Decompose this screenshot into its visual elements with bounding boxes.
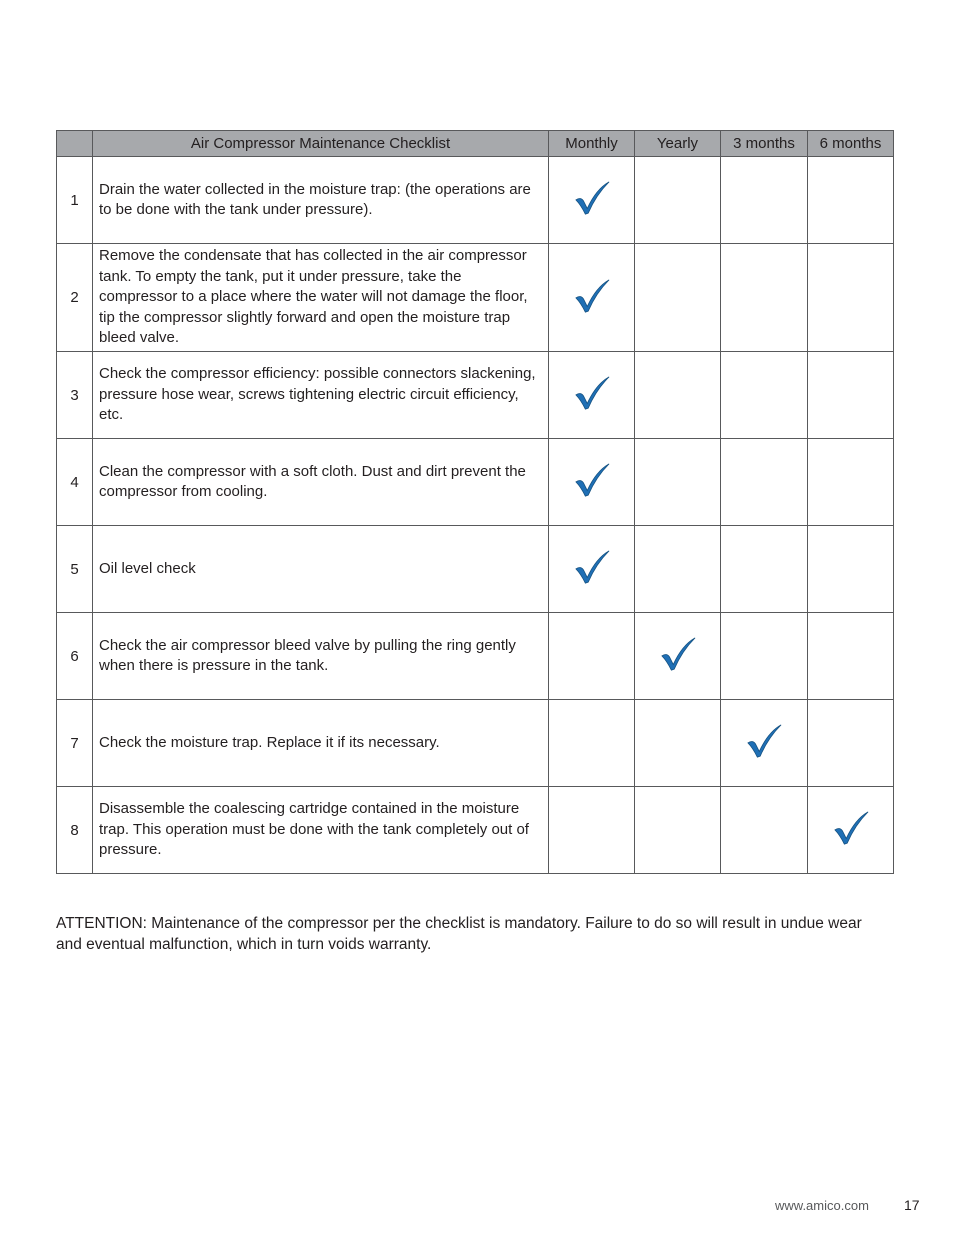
frequency-cell bbox=[635, 157, 721, 244]
frequency-cell bbox=[549, 787, 635, 874]
header-checklist-title: Air Compressor Maintenance Checklist bbox=[93, 131, 549, 157]
check-mark-icon bbox=[745, 722, 783, 760]
row-description: Disassemble the coalescing cartridge contained in the moisture trap. This operation must be done with the tank completely out of pressure. bbox=[93, 787, 549, 874]
frequency-cell bbox=[721, 787, 808, 874]
row-description: Check the moisture trap. Replace it if its necessary. bbox=[93, 700, 549, 787]
frequency-cell bbox=[635, 352, 721, 439]
frequency-cell bbox=[808, 352, 894, 439]
frequency-cell bbox=[549, 700, 635, 787]
header-monthly: Monthly bbox=[549, 131, 635, 157]
frequency-cell bbox=[549, 526, 635, 613]
table-row bbox=[57, 352, 894, 439]
header-6-months: 6 months bbox=[808, 131, 894, 157]
row-number: 2 bbox=[57, 244, 93, 352]
check-mark-icon bbox=[573, 461, 611, 499]
frequency-cell bbox=[549, 157, 635, 244]
frequency-cell bbox=[808, 244, 894, 352]
table-row bbox=[57, 787, 894, 874]
frequency-cell bbox=[808, 700, 894, 787]
frequency-cell bbox=[808, 787, 894, 874]
frequency-cell bbox=[721, 352, 808, 439]
table-row bbox=[57, 439, 894, 526]
page-number: 17 bbox=[904, 1197, 920, 1213]
row-number: 5 bbox=[57, 526, 93, 613]
check-mark-icon bbox=[573, 179, 611, 217]
maintenance-checklist-table bbox=[56, 130, 894, 874]
row-description: Oil level check bbox=[93, 526, 549, 613]
table-row bbox=[57, 157, 894, 244]
row-description: Check the air compressor bleed valve by pulling the ring gently when there is pressure in the tank. bbox=[93, 613, 549, 700]
frequency-cell bbox=[808, 439, 894, 526]
footer-url: www.amico.com bbox=[775, 1198, 869, 1213]
check-mark-icon bbox=[573, 548, 611, 586]
table-body bbox=[57, 157, 894, 874]
frequency-cell bbox=[635, 244, 721, 352]
row-description: Check the compressor efficiency: possible connectors slackening, pressure hose wear, screws tightening electric circuit efficiency, etc. bbox=[93, 352, 549, 439]
frequency-cell bbox=[635, 439, 721, 526]
check-mark-icon bbox=[659, 635, 697, 673]
frequency-cell bbox=[721, 700, 808, 787]
frequency-cell bbox=[808, 157, 894, 244]
frequency-cell bbox=[635, 526, 721, 613]
frequency-cell bbox=[721, 526, 808, 613]
frequency-cell bbox=[549, 613, 635, 700]
table-row bbox=[57, 700, 894, 787]
table-row bbox=[57, 613, 894, 700]
frequency-cell bbox=[808, 526, 894, 613]
frequency-cell bbox=[549, 352, 635, 439]
header-3-months: 3 months bbox=[721, 131, 808, 157]
attention-note: ATTENTION: Maintenance of the compressor per the checklist is mandatory. Failure to do so will result in undue wear and eventual malfunction, which in turn voids warranty. bbox=[56, 915, 862, 953]
row-description: Drain the water collected in the moisture trap: (the operations are to be done with the tank under pressure). bbox=[93, 157, 549, 244]
row-number: 7 bbox=[57, 700, 93, 787]
check-mark-icon bbox=[832, 809, 870, 847]
row-number: 4 bbox=[57, 439, 93, 526]
row-number: 8 bbox=[57, 787, 93, 874]
frequency-cell bbox=[721, 244, 808, 352]
row-number: 1 bbox=[57, 157, 93, 244]
check-mark-icon bbox=[573, 374, 611, 412]
frequency-cell bbox=[549, 244, 635, 352]
frequency-cell bbox=[721, 157, 808, 244]
table-header-row bbox=[57, 131, 894, 157]
check-mark-icon bbox=[573, 277, 611, 315]
frequency-cell bbox=[549, 439, 635, 526]
frequency-cell bbox=[721, 613, 808, 700]
frequency-cell bbox=[635, 700, 721, 787]
frequency-cell bbox=[635, 613, 721, 700]
row-description: Remove the condensate that has collected in the air compressor tank. To empty the tank, put it under pressure, take the compressor to a place where the water will not damage the floor, tip the compressor slightly forward and open the moisture trap bleed valve. bbox=[93, 244, 549, 352]
frequency-cell bbox=[721, 439, 808, 526]
row-number: 6 bbox=[57, 613, 93, 700]
table-row bbox=[57, 526, 894, 613]
header-number bbox=[57, 131, 93, 157]
frequency-cell bbox=[808, 613, 894, 700]
row-number: 3 bbox=[57, 352, 93, 439]
frequency-cell bbox=[635, 787, 721, 874]
header-yearly: Yearly bbox=[635, 131, 721, 157]
table-row bbox=[57, 244, 894, 352]
row-description: Clean the compressor with a soft cloth. Dust and dirt prevent the compressor from cooling. bbox=[93, 439, 549, 526]
